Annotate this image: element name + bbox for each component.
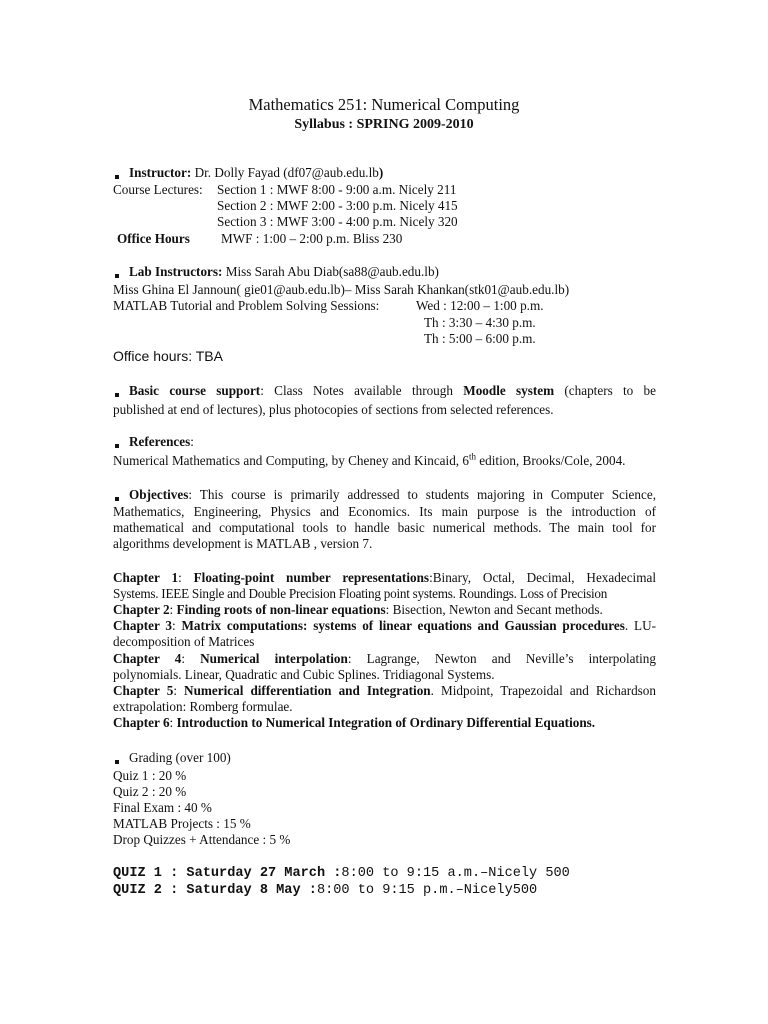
matlab-sessions-label: MATLAB Tutorial and Problem Solving Sessions: (113, 298, 380, 313)
instructor-name: Dr. Dolly Fayad (df07@aub.edu.lb (191, 165, 379, 180)
reference-item: Numerical Mathematics and Computing, by Cheney and Kincaid, 6th edition, Brooks/Cole, 2004. (113, 451, 626, 468)
page-subtitle: Syllabus : SPRING 2009-2010 (294, 117, 474, 132)
chapter-3-cont: decomposition of Matrices (113, 634, 255, 649)
grading-item: Quiz 2 : 20 % (113, 784, 187, 799)
bullet-icon (115, 760, 119, 764)
lab-instructors-line-2: Miss Ghina El Jannoun( gie01@aub.edu.lb)– Miss Sarah Khankan(stk01@aub.edu.lb) (113, 282, 570, 297)
grading-item: Quiz 1 : 20 % (113, 768, 187, 783)
lab-instructors-label: Lab Instructors: (129, 264, 223, 279)
objectives-line-1: Objectives: This course is primarily addressed to students majoring in Computer Science, (115, 487, 656, 503)
chapter-6-line: Chapter 6: Introduction to Numerical Integration of Ordinary Differential Equations. (113, 715, 596, 730)
instructor-line: Instructor: Dr. Dolly Fayad (df07@aub.edu.lb) (115, 165, 383, 181)
objectives-line-3: mathematical and computational tools to handle basic numerical methods. The main tool for (113, 520, 656, 535)
chapter-3-line: Chapter 3: Matrix computations: systems of linear equations and Gaussian procedures. LU- (113, 618, 656, 633)
lab-office-hours: Office hours: TBA (113, 348, 223, 364)
objectives-line-2: Mathematics, Engineering, Physics and Economics. Its main purpose is the introduction of (113, 504, 656, 519)
quiz-2-schedule: QUIZ 2 : Saturday 8 May :8:00 to 9:15 p.m.–Nicely500 (113, 883, 538, 898)
office-hours-label: Office Hours (117, 231, 190, 246)
bullet-icon (115, 274, 119, 278)
grading-heading: Grading (over 100) (115, 750, 231, 766)
matlab-session-2: Th : 3:30 – 4:30 p.m. (424, 315, 536, 330)
grading-item: MATLAB Projects : 15 % (113, 816, 251, 831)
lecture-section-3: Section 3 : MWF 3:00 - 4:00 p.m. Nicely 320 (217, 214, 458, 229)
grading-item: Final Exam : 40 % (113, 800, 212, 815)
objectives-line-4: algorithms development is MATLAB , version 7. (113, 536, 373, 551)
office-hours-value: MWF : 1:00 – 2:00 p.m. Bliss 230 (221, 231, 403, 246)
chapter-2-line: Chapter 2: Finding roots of non-linear equations: Bisection, Newton and Secant methods. (113, 602, 603, 617)
lecture-section-2: Section 2 : MWF 2:00 - 3:00 p.m. Nicely 415 (217, 198, 458, 213)
quiz-1-schedule: QUIZ 1 : Saturday 27 March :8:00 to 9:15 a.m.–Nicely 500 (113, 866, 570, 881)
course-lectures-label: Course Lectures: (113, 182, 203, 197)
matlab-session-3: Th : 5:00 – 6:00 p.m. (424, 331, 536, 346)
course-support-line-2: published at end of lectures), plus photocopies of sections from selected references. (113, 402, 554, 417)
instructor-label: Instructor: (129, 165, 192, 180)
chapter-5-cont: extrapolation: Romberg formulae. (113, 699, 293, 714)
bullet-icon (115, 497, 119, 501)
chapter-4-cont: polynomials. Linear, Quadratic and Cubic Splines. Tridiagonal Systems. (113, 667, 495, 682)
objectives-label: Objectives (129, 487, 189, 502)
references-label: References (129, 434, 191, 449)
course-support-line: Basic course support: Class Notes available through Moodle system (chapters to be (115, 383, 656, 399)
course-support-label: Basic course support (129, 383, 261, 398)
lecture-section-1: Section 1 : MWF 8:00 - 9:00 a.m. Nicely 211 (217, 182, 457, 197)
lab-instructors-line: Lab Instructors: Miss Sarah Abu Diab(sa88@aub.edu.lb) (115, 264, 439, 280)
bullet-icon (115, 393, 119, 397)
chapter-4-line: Chapter 4: Numerical interpolation: Lagrange, Newton and Neville’s interpolating (113, 651, 656, 666)
moodle-system: Moodle system (463, 383, 555, 398)
bullet-icon (115, 175, 119, 179)
chapter-1-line: Chapter 1: Floating-point number representations:Binary, Octal, Decimal, Hexadecimal (113, 570, 656, 585)
bullet-icon (115, 444, 119, 448)
references-heading: References: (115, 434, 194, 450)
chapter-1-cont: Systems. IEEE Single and Double Precision Floating point systems. Roundings. Loss of Precision (113, 586, 608, 601)
page-title: Mathematics 251: Numerical Computing (248, 95, 520, 114)
grading-item: Drop Quizzes + Attendance : 5 % (113, 832, 291, 847)
matlab-session-1: Wed : 12:00 – 1:00 p.m. (416, 298, 544, 313)
chapter-5-line: Chapter 5: Numerical differentiation and Integration. Midpoint, Trapezoidal and Richardson (113, 683, 656, 698)
